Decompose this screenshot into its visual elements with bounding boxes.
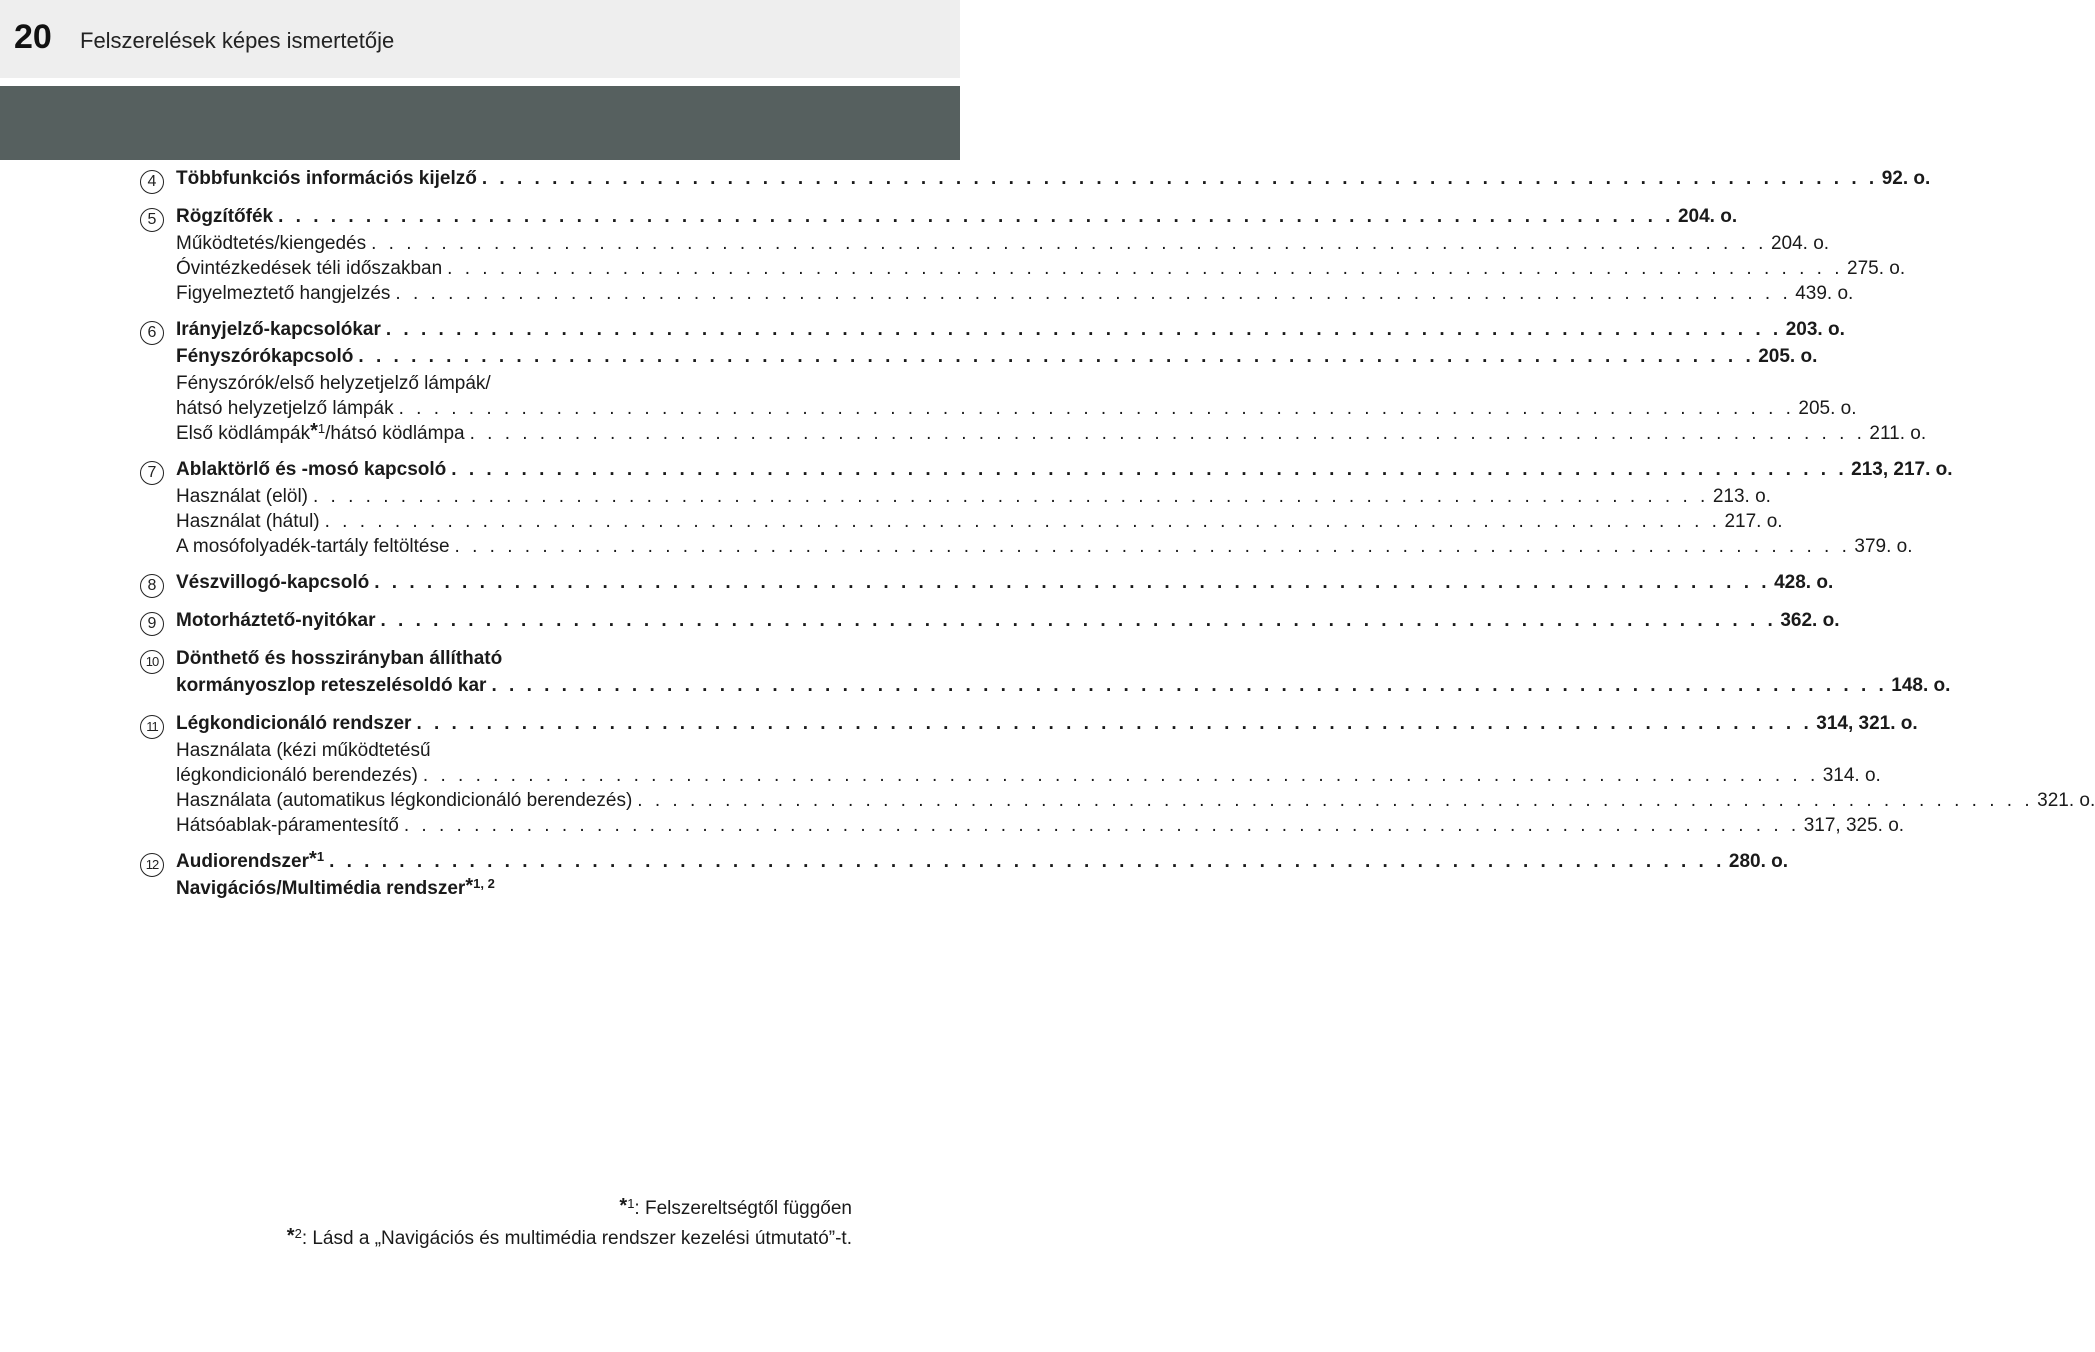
circled-number-badge: 11 <box>140 715 164 739</box>
dot-leader: . . . . . . . . . . . . . . . . . . . . . . . . . . . . . . . . . . . . . . . . . . . . . . . . . . . . . . . . . . . . . . . . . . . . . . . . . . . . . . . . <box>447 258 1843 279</box>
entry-label-text: Figyelmeztető hangjelzés <box>176 283 391 304</box>
page-reference[interactable]: 148. o. <box>1891 675 1951 696</box>
page-reference[interactable]: 362. o. <box>1780 610 1840 631</box>
section-banner <box>0 86 960 160</box>
entry-heading[interactable] <box>176 572 1834 599</box>
entry-label-text: Első ködlámpák <box>176 423 311 444</box>
entry-label <box>176 373 496 395</box>
dot-leader: . . . . . . . . . . . . . . . . . . . . . . . . . . . . . . . . . . . . . . . . . . . . . . . . . . . . . . . . . . . . . . . . . . . . . . . . . . . . . . . . <box>491 675 1888 696</box>
entry-label <box>176 536 455 558</box>
entry-label-text: Vészvillogó-kapcsoló <box>176 572 370 593</box>
entry-subitem[interactable] <box>176 486 1771 511</box>
page-reference[interactable]: 217. o. <box>1724 511 1783 532</box>
entry-subitem[interactable] <box>176 815 1905 840</box>
page-title: Felszerelések képes ismertetője <box>80 28 395 53</box>
entry-label <box>176 875 500 900</box>
footnote-number: 1 <box>627 1196 635 1211</box>
entry-label-text: Légkondicionáló rendszer <box>176 713 412 734</box>
index-entry <box>0 319 1927 448</box>
asterisk-icon: * <box>309 848 317 870</box>
page-reference[interactable]: 428. o. <box>1774 572 1834 593</box>
circled-number-badge: 10 <box>140 650 164 674</box>
entry-label <box>176 283 395 305</box>
entry-subitem[interactable] <box>176 790 2095 815</box>
entry-label <box>176 815 404 837</box>
footnote-marker <box>310 420 326 442</box>
header-band <box>0 0 960 78</box>
page-reference[interactable]: 280. o. <box>1728 851 1789 872</box>
page-reference[interactable]: 314. o. <box>1822 765 1881 786</box>
page-number: 20 <box>14 18 52 56</box>
page-reference[interactable]: 275. o. <box>1847 258 1906 279</box>
footnote-marker <box>309 848 325 870</box>
entry-label <box>176 233 371 255</box>
entry-label <box>176 790 637 812</box>
page-reference[interactable]: 205. o. <box>1758 346 1818 367</box>
entry-label-text: Rögzítőfék <box>176 206 274 227</box>
footnote-number: 1, 2 <box>473 876 495 891</box>
entry-label-text: Navigációs/Multimédia rendszer <box>176 878 466 899</box>
entry-label <box>176 675 491 697</box>
entry-label <box>176 258 447 280</box>
entry-label-text: Fényszórókapcsoló <box>176 346 354 367</box>
asterisk-icon: * <box>619 1195 628 1217</box>
entry-heading <box>176 648 812 675</box>
entry-label <box>176 648 507 670</box>
footnote-marker <box>465 875 495 897</box>
dot-leader: . . . . . . . . . . . . . . . . . . . . . . . . . . . . . . . . . . . . . . . . . . . . . . . . . . . . . . . . . . . . . . . . . . . . . . . . . . . . . . . . <box>637 790 2034 811</box>
circled-number-badge: 7 <box>140 461 164 485</box>
dot-leader: . . . . . . . . . . . . . . . . . . . . . . . . . . . . . . . . . . . . . . . . . . . . . . . . . . . . . . . . . . . . . . . . . . . . . . . . . . . . . . . . <box>358 346 1755 367</box>
dot-leader: . . . . . . . . . . . . . . . . . . . . . . . . . . . . . . . . . . . . . . . . . . . . . . . . . . . . . . . . . . . . . . . . . . . . . . . . . . . . . . . . <box>469 423 1866 444</box>
entry-label <box>176 420 470 445</box>
index-entry <box>0 610 1840 637</box>
dot-leader: . . . . . . . . . . . . . . . . . . . . . . . . . . . . . . . . . . . . . . . . . . . . . . . . . . . . . . . . . . . . . . . . . . . . . . . . . . . . . . . . <box>403 815 1800 836</box>
entry-heading[interactable] <box>176 713 1918 740</box>
entry-subitem[interactable] <box>176 511 1783 536</box>
circled-number-badge: 12 <box>140 853 164 877</box>
entry-heading[interactable] <box>176 206 1738 233</box>
entry-label <box>176 610 381 632</box>
entry-label-text: Használata (kézi működtetésű <box>176 740 431 761</box>
index-entry <box>0 713 2095 840</box>
page-reference[interactable]: 204. o. <box>1770 233 1830 254</box>
entry-subitem[interactable] <box>176 258 1906 283</box>
index-list <box>0 168 2095 916</box>
entry-heading[interactable] <box>176 848 1789 878</box>
index-entry <box>0 572 1834 599</box>
footnote-marker <box>286 1225 302 1247</box>
dot-leader: . . . . . . . . . . . . . . . . . . . . . . . . . . . . . . . . . . . . . . . . . . . . . . . . . . . . . . . . . . . . . . . . . . . . . . . . . . . . . . . . <box>374 572 1771 593</box>
dot-leader: . . . . . . . . . . . . . . . . . . . . . . . . . . . . . . . . . . . . . . . . . . . . . . . . . . . . . . . . . . . . . . . . . . . . . . . . . . . . . . . . <box>395 283 1792 304</box>
page-reference[interactable]: 379. o. <box>1854 536 1913 557</box>
page-reference[interactable]: 213, 217. o. <box>1851 459 1953 480</box>
asterisk-icon: * <box>465 875 474 897</box>
index-entry <box>0 648 1951 702</box>
entry-label <box>176 206 278 228</box>
index-entry <box>0 459 1953 561</box>
footnote-number: 1 <box>317 421 326 436</box>
page-reference[interactable]: 204. o. <box>1677 206 1738 227</box>
entry-label <box>176 511 325 533</box>
page-reference[interactable]: 205. o. <box>1798 398 1857 419</box>
page-reference[interactable]: 211. o. <box>1869 423 1927 444</box>
entry-heading[interactable] <box>176 675 1951 702</box>
entry-label <box>176 572 374 594</box>
entry-label <box>176 740 436 762</box>
entry-subitem[interactable] <box>176 283 1854 308</box>
footnote-marker <box>619 1195 635 1217</box>
entry-label <box>176 319 386 341</box>
dot-leader: . . . . . . . . . . . . . . . . . . . . . . . . . . . . . . . . . . . . . . . . . . . . . . . . . . . . . . . . . . . . . . . . . . . . . . . . . . . . . . . . <box>313 486 1709 507</box>
footnotes <box>286 1195 852 1258</box>
index-entry <box>0 848 1789 905</box>
circled-number-badge: 4 <box>140 170 164 194</box>
entry-subitem[interactable] <box>176 536 1913 561</box>
index-entry <box>0 168 1931 195</box>
index-entry <box>0 206 1906 308</box>
entry-label <box>176 765 423 787</box>
dot-leader: . . . . . . . . . . . . . . . . . . . . . . . . . . . . . . . . . . . . . . . . . . . . . . . . . . . . . . . . . . . . . . . . . . . . . . . . . . . . . . . . <box>398 398 1795 419</box>
entry-label-text: Használat (hátul) <box>176 511 320 532</box>
entry-subitem[interactable] <box>176 420 1927 448</box>
entry-label-text: Irányjelző-kapcsolókar <box>176 319 381 340</box>
entry-label-text: Ablaktörlő és -mosó kapcsoló <box>176 459 447 480</box>
entry-label <box>176 168 482 190</box>
page-reference[interactable]: 317, 325. o. <box>1803 815 1905 836</box>
entry-label-text: Audiorendszer <box>176 851 310 872</box>
footnote-line <box>287 1195 852 1228</box>
footnote-number: 1 <box>316 849 325 864</box>
page-reference[interactable]: 92. o. <box>1881 168 1931 189</box>
entry-heading[interactable] <box>176 610 1840 637</box>
asterisk-icon: * <box>310 420 318 442</box>
entry-label-text: Fényszórók/első helyzetjelző lámpák/ <box>176 373 491 394</box>
page-reference[interactable]: 203. o. <box>1785 319 1845 340</box>
entry-label-text: Motorháztető-nyitókar <box>176 610 376 631</box>
circled-number-badge: 5 <box>140 208 164 232</box>
dot-leader: . . . . . . . . . . . . . . . . . . . . . . . . . . . . . . . . . . . . . . . . . . . . . . . . . . . . . . . . . . . . . . . . . . . . . . . . . . . . . . . . <box>385 319 1782 340</box>
entry-label-text: hátsó helyzetjelző lámpák <box>176 398 394 419</box>
entry-label <box>176 486 313 508</box>
entry-label-text: Működtetés/kiengedés <box>176 233 367 254</box>
entry-subitem[interactable] <box>176 765 1881 790</box>
entry-label <box>176 713 416 735</box>
dot-leader: . . . . . . . . . . . . . . . . . . . . . . . . . . . . . . . . . . . . . . . . . . . . . . . . . . . . . . . . . . . . . . . . . . . . . . . . . . . . . . . . <box>416 713 1813 734</box>
entry-heading[interactable] <box>176 346 1818 373</box>
entry-label-text: /hátsó ködlámpa <box>325 423 465 444</box>
circled-number-badge: 9 <box>140 612 164 636</box>
footnote-text: : Felszereltségtől függően <box>634 1198 852 1219</box>
entry-label-text: Többfunkciós információs kijelző <box>176 168 477 189</box>
dot-leader: . . . . . . . . . . . . . . . . . . . . . . . . . . . . . . . . . . . . . . . . . . . . . . . . . . . . . . . . . . . . . . . . . . . . . . . . . . . . . . . . <box>329 851 1725 872</box>
entry-label <box>176 848 329 873</box>
entry-heading <box>176 875 812 905</box>
dot-leader: . . . . . . . . . . . . . . . . . . . . . . . . . . . . . . . . . . . . . . . . . . . . . . . . . . . . . . . . . . . . . . . . . . . . . . . . . . . . . . . . <box>422 765 1819 786</box>
page-reference[interactable]: 439. o. <box>1795 283 1854 304</box>
footnote-line <box>286 1225 852 1258</box>
dot-leader: . . . . . . . . . . . . . . . . . . . . . . . . . . . . . . . . . . . . . . . . . . . . . . . . . . . . . . . . . . . . . . . . . . . . . . . . . . . . . . . . <box>278 206 1674 227</box>
entry-label-text: légkondicionáló berendezés) <box>176 765 418 786</box>
entry-heading[interactable] <box>176 459 1953 486</box>
entry-heading[interactable] <box>176 168 1931 195</box>
entry-label-text: Használata (automatikus légkondicionáló berendezés) <box>176 790 633 811</box>
footnote-text: : Lásd a „Navigációs és multimédia rendszer kezelési útmutató”-t. <box>301 1228 852 1249</box>
circled-number-badge: 6 <box>140 321 164 345</box>
dot-leader: . . . . . . . . . . . . . . . . . . . . . . . . . . . . . . . . . . . . . . . . . . . . . . . . . . . . . . . . . . . . . . . . . . . . . . . . . . . . . . . . <box>481 168 1878 189</box>
entry-label-text: kormányoszlop reteszelésoldó kar <box>176 675 487 696</box>
entry-label-text: A mosófolyadék-tartály feltöltése <box>176 536 450 557</box>
dot-leader: . . . . . . . . . . . . . . . . . . . . . . . . . . . . . . . . . . . . . . . . . . . . . . . . . . . . . . . . . . . . . . . . . . . . . . . . . . . . . . . . <box>451 459 1848 480</box>
entry-label-text: Dönthető és hosszirányban állítható <box>176 648 503 669</box>
entry-label-text: Használat (elöl) <box>176 486 308 507</box>
entry-heading[interactable] <box>176 319 1845 346</box>
dot-leader: . . . . . . . . . . . . . . . . . . . . . . . . . . . . . . . . . . . . . . . . . . . . . . . . . . . . . . . . . . . . . . . . . . . . . . . . . . . . . . . . <box>380 610 1777 631</box>
entry-label <box>176 346 358 368</box>
entry-label-text: Óvintézkedések téli időszakban <box>176 258 443 279</box>
entry-subitem[interactable] <box>176 398 1857 423</box>
page-reference[interactable]: 314, 321. o. <box>1816 713 1918 734</box>
dot-leader: . . . . . . . . . . . . . . . . . . . . . . . . . . . . . . . . . . . . . . . . . . . . . . . . . . . . . . . . . . . . . . . . . . . . . . . . . . . . . . . . <box>454 536 1851 557</box>
entry-label <box>176 398 399 420</box>
footnote-number: 2 <box>294 1226 302 1241</box>
entry-subitem <box>176 373 812 398</box>
dot-leader: . . . . . . . . . . . . . . . . . . . . . . . . . . . . . . . . . . . . . . . . . . . . . . . . . . . . . . . . . . . . . . . . . . . . . . . . . . . . . . . . <box>371 233 1767 254</box>
page-reference[interactable]: 321. o. <box>2037 790 2095 811</box>
entry-label <box>176 459 451 481</box>
asterisk-icon: * <box>286 1225 295 1247</box>
entry-subitem[interactable] <box>176 233 1830 258</box>
entry-label-text: Hátsóablak-páramentesítő <box>176 815 399 836</box>
dot-leader: . . . . . . . . . . . . . . . . . . . . . . . . . . . . . . . . . . . . . . . . . . . . . . . . . . . . . . . . . . . . . . . . . . . . . . . . . . . . . . . . <box>324 511 1721 532</box>
page-reference[interactable]: 213. o. <box>1712 486 1771 507</box>
entry-subitem <box>176 740 812 765</box>
circled-number-badge: 8 <box>140 574 164 598</box>
